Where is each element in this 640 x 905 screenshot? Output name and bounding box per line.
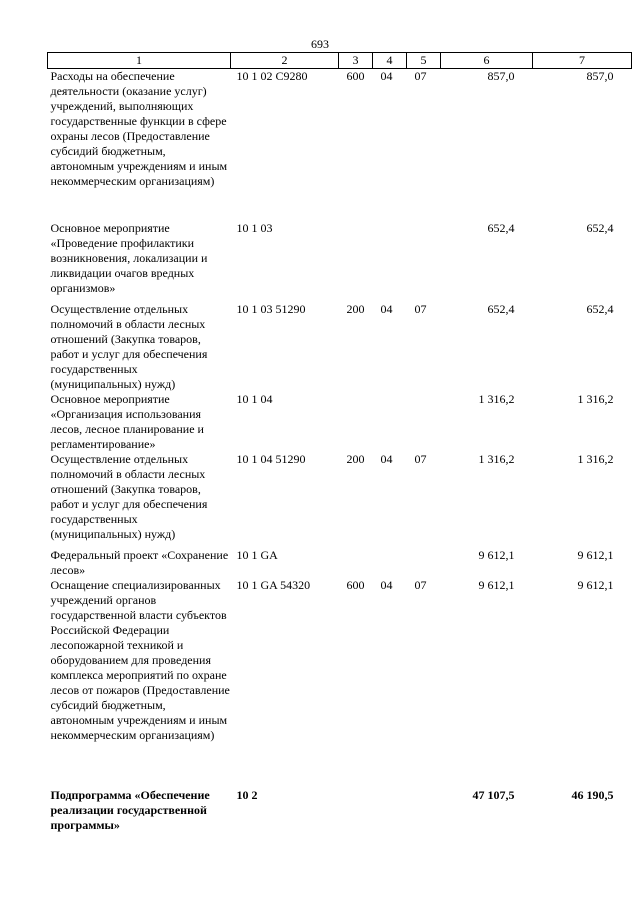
row-code: 10 1 04 51290: [236, 451, 306, 466]
row-sum-2: 1 316,2: [577, 391, 614, 406]
row-pr: [407, 221, 441, 302]
col-header-6: 6: [441, 53, 533, 69]
row-rz: [373, 788, 407, 836]
row-code: 10 1 02 С9280: [236, 69, 308, 83]
row-name: Осуществление отдельных полномочий в области лесных отношений (Закупка товаров, работ и услуг для обеспечения государственных (муниципальных) нужд): [50, 451, 208, 541]
row-name: Оснащение специализированных учреждений органов государственной власти субъектов Российской Федерации лесопожарной техникой и оборудованием для проведения комплекса мероприятий по охране лесов от пожаров (Предоставление субсидий бюджетным, автономным учреждениям и иным некоммерческим организациям): [50, 577, 230, 742]
row-code: 10 1 GA 54320: [236, 577, 311, 592]
row-vr: 600: [346, 69, 365, 83]
budget-table: [47, 52, 632, 836]
row-pr: 07: [414, 451, 427, 466]
row-rz: [373, 221, 407, 302]
table-row: [48, 302, 632, 392]
row-code: 10 1 03 51290: [236, 301, 306, 316]
header-row: [48, 53, 632, 69]
table-row: [48, 788, 632, 836]
col-header-4: 4: [373, 53, 407, 69]
row-sum-1: 1 316,2: [478, 451, 515, 466]
row-vr: 200: [346, 301, 365, 316]
row-pr: [407, 788, 441, 836]
row-sum-1: 9 612,1: [478, 577, 515, 592]
row-rz: 04: [380, 451, 393, 466]
table-row: [48, 221, 632, 302]
row-name: Федеральный проект «Сохранение лесов»: [50, 547, 229, 577]
page-number: 693: [311, 37, 329, 51]
row-sum-1: 47 107,5: [472, 787, 515, 802]
row-name: Подпрограмма «Обеспечение реализации государственной программы»: [50, 787, 210, 832]
row-sum-2: 652,4: [586, 220, 614, 235]
row-code: 10 1 04: [236, 391, 273, 406]
table-row: [48, 69, 632, 221]
row-pr: 07: [414, 577, 427, 592]
col-header-1: 1: [48, 53, 231, 69]
row-sum-1: 857,0: [487, 69, 515, 83]
row-name: Основное мероприятие «Проведение профилактики возникновения, локализации и ликвидации очагов вредных организмов»: [50, 220, 208, 295]
row-rz: 04: [380, 301, 393, 316]
col-header-3: 3: [339, 53, 373, 69]
row-rz: [373, 548, 407, 578]
row-rz: 04: [380, 69, 393, 83]
row-vr: [339, 788, 373, 836]
row-pr: 07: [414, 301, 427, 316]
row-code: 10 1 03: [236, 220, 273, 235]
col-header-2: 2: [231, 53, 339, 69]
row-sum-1: 652,4: [487, 220, 515, 235]
row-name: Расходы на обеспечение деятельности (оказание услуг) учреждений, выполняющих государственные функции в сфере охраны лесов (Предоставление субсидий бюджетным, автономным учреждениям и иным некоммерческим организациям): [50, 69, 228, 188]
table-row: [48, 578, 632, 788]
row-vr: [339, 221, 373, 302]
row-rz: 04: [380, 577, 393, 592]
row-sum-1: 9 612,1: [478, 547, 515, 562]
row-sum-1: 1 316,2: [478, 391, 515, 406]
table-row: [48, 548, 632, 578]
row-pr: [407, 392, 441, 452]
row-pr: [407, 548, 441, 578]
table-row: [48, 392, 632, 452]
row-vr: [339, 548, 373, 578]
table-row: [48, 452, 632, 548]
row-rz: [373, 392, 407, 452]
col-header-7: 7: [533, 53, 632, 69]
row-vr: [339, 392, 373, 452]
row-code: 10 1 GA: [236, 547, 278, 562]
row-sum-2: 9 612,1: [577, 577, 614, 592]
row-vr: 600: [346, 577, 365, 592]
row-name: Основное мероприятие «Организация использования лесов, лесное планирование и регламентирование»: [50, 391, 204, 451]
row-vr: 200: [346, 451, 365, 466]
row-sum-2: 9 612,1: [577, 547, 614, 562]
row-sum-2: 46 190,5: [571, 787, 614, 802]
row-code: 10 2: [236, 787, 258, 802]
col-header-5: 5: [407, 53, 441, 69]
row-sum-2: 1 316,2: [577, 451, 614, 466]
row-sum-2: 857,0: [586, 69, 614, 83]
row-name: Осуществление отдельных полномочий в области лесных отношений (Закупка товаров, работ и услуг для обеспечения государственных (муниципальных) нужд): [50, 301, 208, 391]
row-sum-2: 652,4: [586, 301, 614, 316]
row-pr: 07: [414, 69, 427, 83]
row-sum-1: 652,4: [487, 301, 515, 316]
